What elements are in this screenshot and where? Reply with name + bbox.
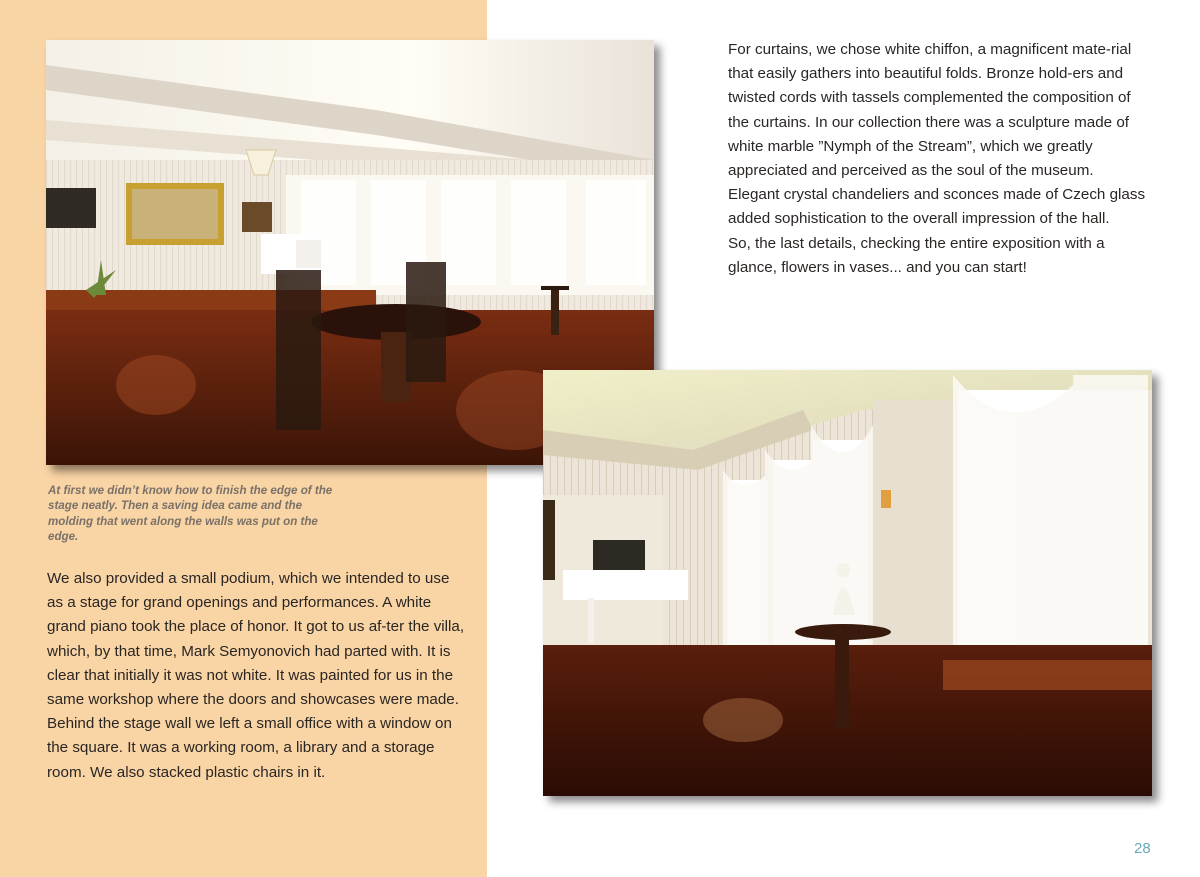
paragraph-2: So, the last details, checking the entire exposition with a glance, flowers in vases... and you can start!	[728, 234, 1105, 276]
body-text-right	[728, 38, 1148, 280]
paragraph-1: For curtains, we chose white chiffon, a magnificent mate-rial that easily gathers into beautiful folds. Bronze hold-ers and twisted cords with tassels complemented the composition of the curtains. In our collection there was a sculpture made of white marble ”Nymph of the Stream”, which we greatly appreciated and perceived as the soul of the museum. Elegant crystal chandeliers and sconces made of Czech glass added sophistication to the overall impression of the hall.	[728, 41, 1146, 228]
page-number: 28	[1134, 840, 1151, 857]
body-text-left	[47, 567, 467, 785]
paragraph: We also provided a small podium, which we intended to use as a stage for grand openings and performances. A white grand piano took the place of honor. It got to us af-ter the villa, which, by that time, Mark Semyonovich had parted with. It is clear that initially it was not white. It was painted for us in the same workshop where the doors and showcases were made. Behind the stage wall we left a small office with a window on the square. It was a working room, a library and a storage room. We also stacked plastic chairs in it.	[47, 570, 465, 781]
photo-curtain-hall	[543, 370, 1152, 796]
photo-caption: At first we didn’t know how to finish the edge of the stage neatly. Then a saving idea came and the molding that went along the walls was put on the edge.	[48, 484, 333, 543]
